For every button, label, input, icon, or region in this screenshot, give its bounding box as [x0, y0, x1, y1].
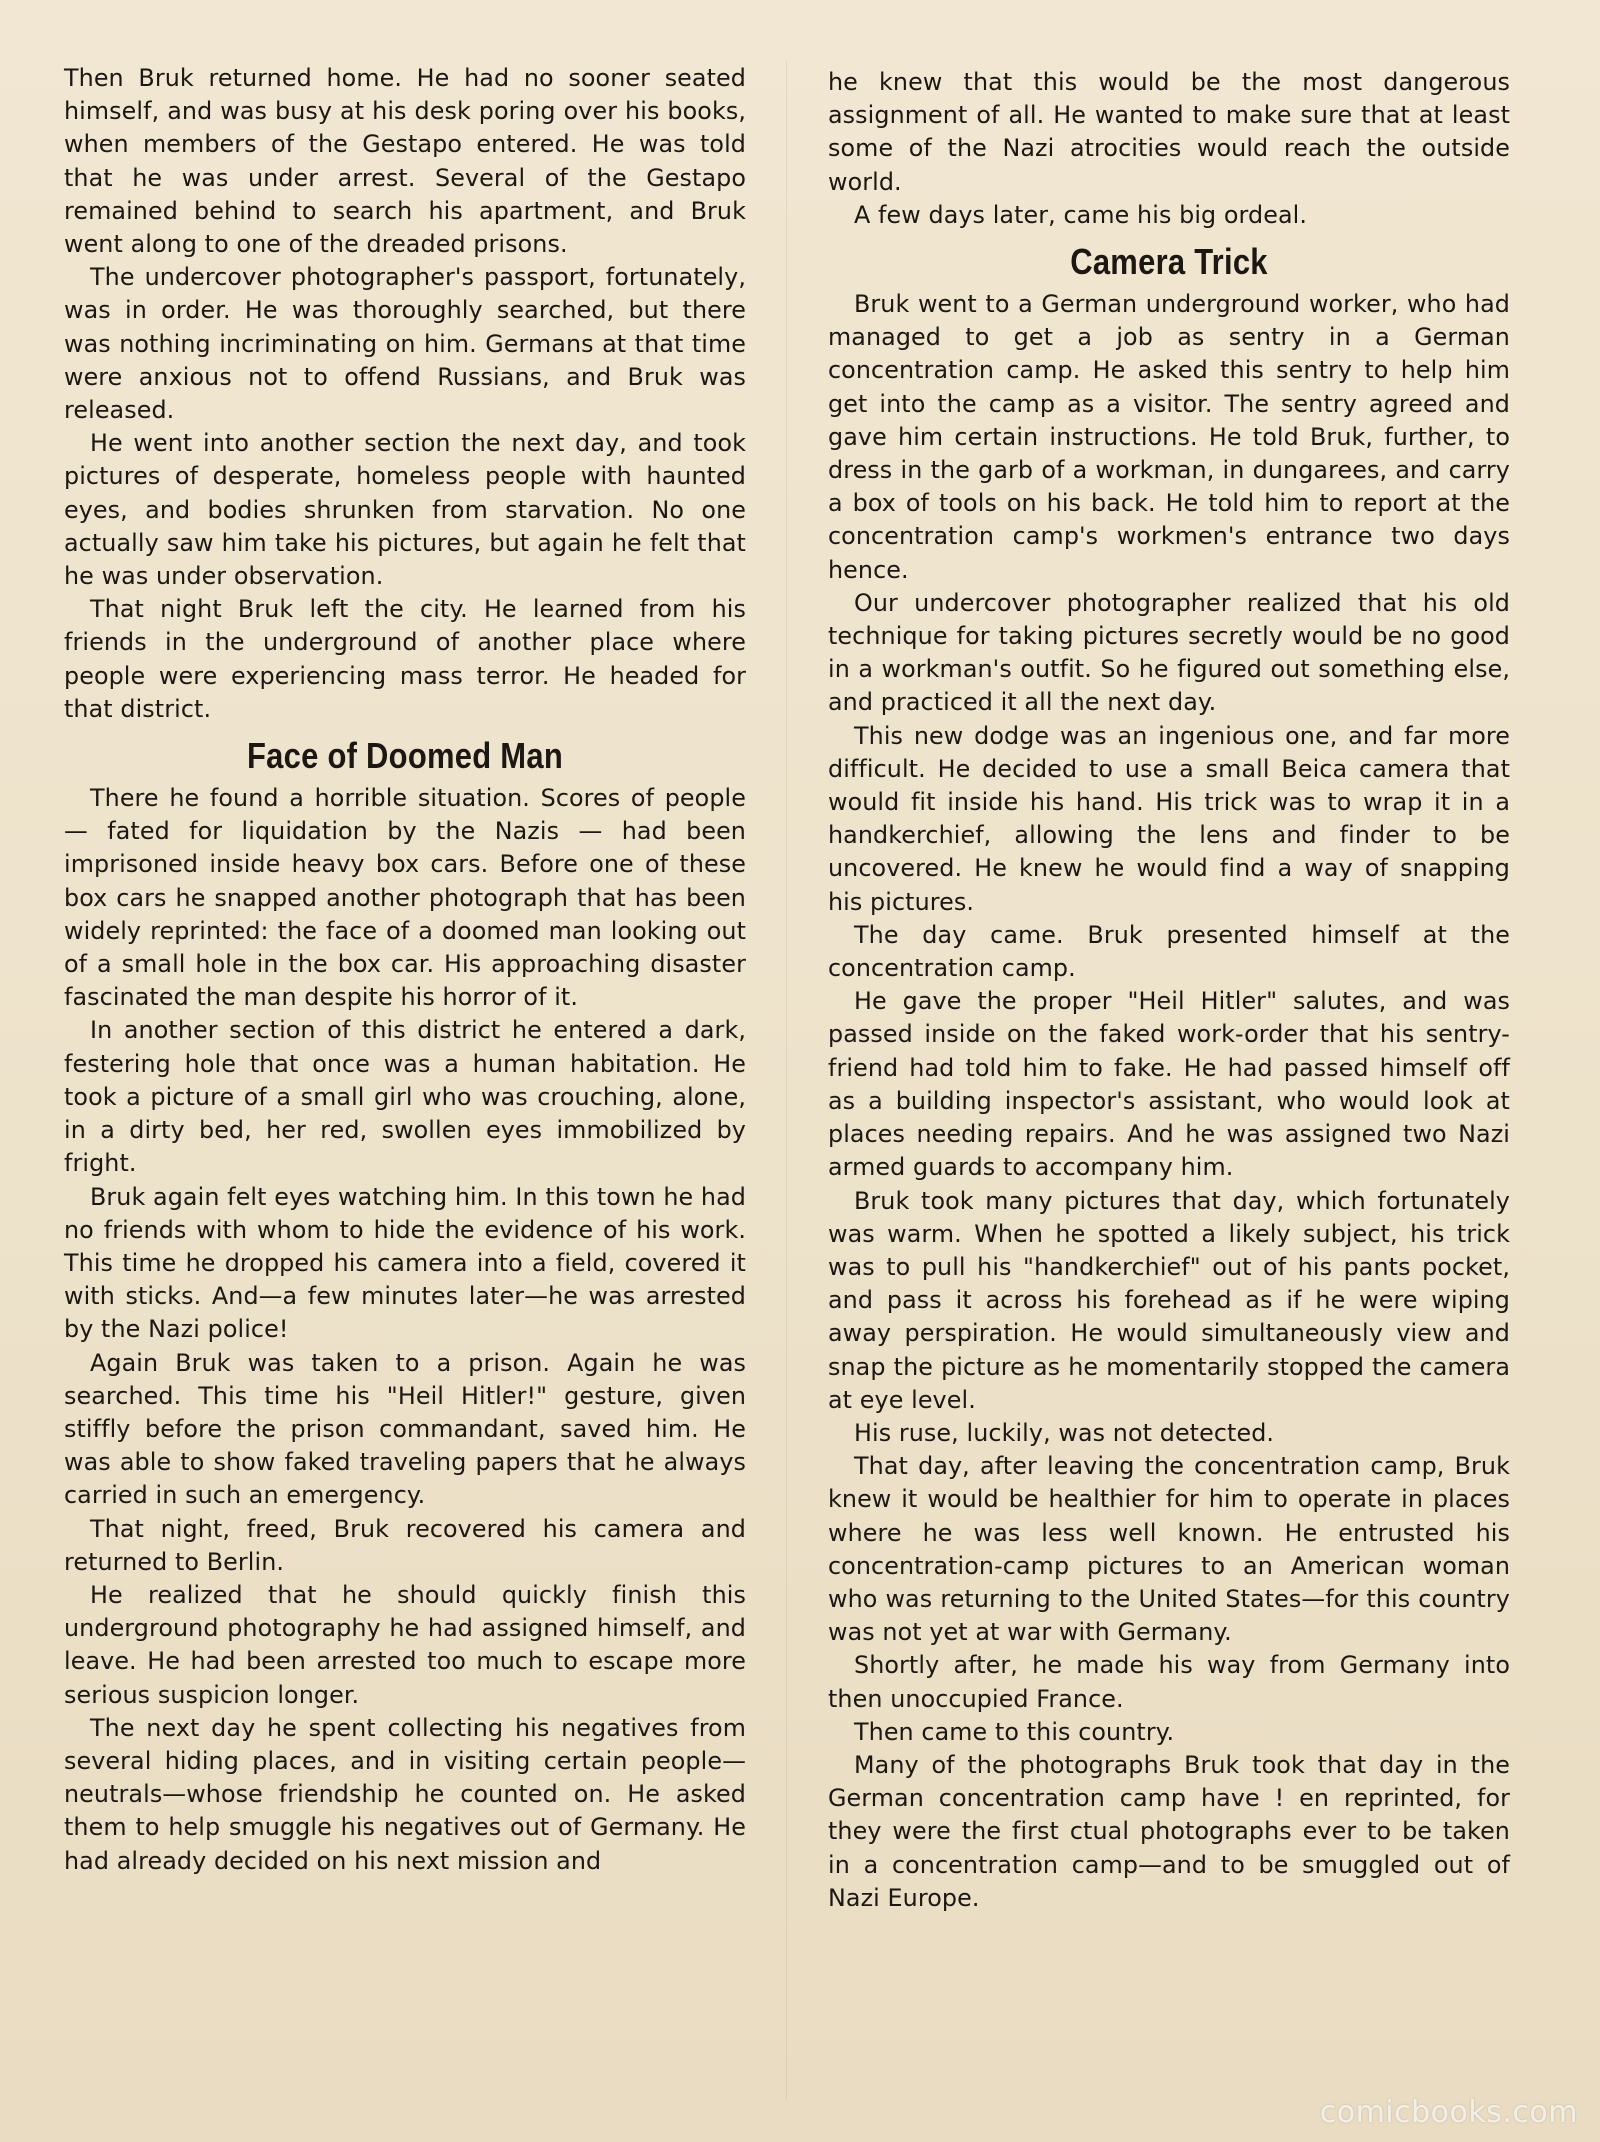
paragraph: A few days later, came his big ordeal. — [854, 200, 1308, 229]
paragraph: That day, after leaving the concentration camp, Bruk knew it would be healthier for him to operate in places where he was less well known. He entrusted his concentration-camp pictures to an American woman who was returning to the United States—for this country was not yet at war with Germany. — [828, 1452, 1510, 1647]
paragraph: He went into another section the next day, and took pictures of desperate, homeless people with haunted eyes, and bodies shrunken from starvation. No one actually saw him take his pictures, but again he felt that he was under observation. — [64, 429, 746, 591]
paragraph: This new dodge was an ingenious one, and far more difficult. He decided to use a small Beica camera that would fit inside his hand. His trick was to wrap it in a handkerchief, allowing the lens and finder to be uncovered. He knew he would find a way of snapping his pictures. — [828, 721, 1510, 916]
watermark: comicbooks.com — [1319, 2095, 1578, 2130]
paragraph: Our undercover photographer realized that his old technique for taking pictures secretly would be no good in a workman's outfit. So he figured out something else, and practiced it all the next day. — [828, 588, 1510, 717]
paragraph: Bruk took many pictures that day, which fortunately was warm. When he spotted a likely subject, his trick was to pull his "handkerchief" out of his pants pocket, and pass it across his forehead as if he were wiping away perspiration. He would simultaneously view and snap the picture as he momentarily stopped the camera at eye level. — [828, 1186, 1510, 1414]
paragraph: Bruk again felt eyes watching him. In this town he had no friends with whom to hide the evidence of his work. This time he dropped his camera into a field, covered it with sticks. And—a few minutes later—he was arrested by the Nazi police! — [64, 1182, 746, 1344]
section-heading: Face of Doomed Man — [246, 735, 563, 777]
paragraph: He realized that he should quickly finish this underground photography he had assigned himself, and leave. He had been arrested too much to escape more serious suspicion longer. — [64, 1580, 746, 1709]
paragraph: The day came. Bruk presented himself at the concentration camp. — [828, 920, 1510, 983]
left-column — [64, 62, 746, 1878]
paragraph: In another section of this district he entered a dark, festering hole that once was a human habitation. He took a picture of a small girl who was crouching, alone, in a dirty bed, her red, swollen eyes immobilized by fright. — [64, 1016, 746, 1178]
paragraph: Shortly after, he made his way from Germany into then unoccupied France. — [828, 1651, 1510, 1713]
paragraph: That night, freed, Bruk recovered his camera and returned to Berlin. — [64, 1514, 746, 1576]
paragraph: Many of the photographs Bruk took that day in the German concentration camp have ! en reprinted, for they were the first ctual photographs ever to be taken in a concentration camp—and to be smuggled out of Nazi Europe. — [828, 1750, 1510, 1912]
column-divider — [786, 60, 787, 2100]
paragraph: The undercover photographer's passport, fortunately, was in order. He was thoroughly searched, but there was nothing incriminating on him. Germans at that time were anxious not to offend Russians, and Bruk was released. — [64, 263, 746, 425]
paragraph: That night Bruk left the city. He learned from his friends in the underground of another place where people were experiencing mass terror. He headed for that district. — [64, 595, 746, 723]
section-heading: Camera Trick — [1070, 241, 1268, 283]
paragraph: His ruse, luckily, was not detected. — [854, 1418, 1275, 1447]
paragraph: He gave the proper "Heil Hitler" salutes, and was passed inside on the faked work-order that his sentry-friend had told him to fake. He had passed himself off as a building inspector's assistant, who would look at places needing repairs. And he was assigned two Nazi armed guards to accompany him. — [828, 987, 1510, 1182]
paragraph: The next day he spent collecting his negatives from several hiding places, and in visiting certain people—neutrals—whose friendship he counted on. He asked them to help smuggle his negatives out of Germany. He had already decided on his next mission and — [64, 1713, 746, 1875]
paragraph: Again Bruk was taken to a prison. Again he was searched. This time his "Heil Hitler!" gesture, given stiffly before the prison commandant, saved him. He was able to show faked traveling papers that he always carried in such an emergency. — [64, 1348, 746, 1510]
paragraph: Then Bruk returned home. He had no sooner seated himself, and was busy at his desk poring over his books, when members of the Gestapo entered. He was told that he was under arrest. Several of the Gestapo remained behind to search his apartment, and Bruk went along to one of the dreaded prisons. — [64, 64, 746, 259]
paragraph: Then came to this country. — [854, 1717, 1175, 1746]
paragraph: There he found a horrible situation. Scores of people — fated for liquidation by the Nazis — had been imprisoned inside heavy box cars. Before one of these box cars he snapped another photograph that has been widely reprinted: the face of a doomed man looking out of a small hole in the box car. His approaching disaster fascinated the man despite his horror of it. — [64, 784, 746, 1012]
paragraph: he knew that this would be the most dangerous assignment of all. He wanted to make sure that at least some of the Nazi atrocities would reach the outside world. — [828, 68, 1510, 196]
paragraph: Bruk went to a German underground worker, who had managed to get a job as sentry in a German concentration camp. He asked this sentry to help him get into the camp as a visitor. The sentry agreed and gave him certain instructions. He told Bruk, further, to dress in the garb of a workman, in dungarees, and carry a box of tools on his back. He told him to report at the concentration camp's workmen's entrance two days hence. — [828, 290, 1510, 584]
right-column — [828, 66, 1510, 1915]
